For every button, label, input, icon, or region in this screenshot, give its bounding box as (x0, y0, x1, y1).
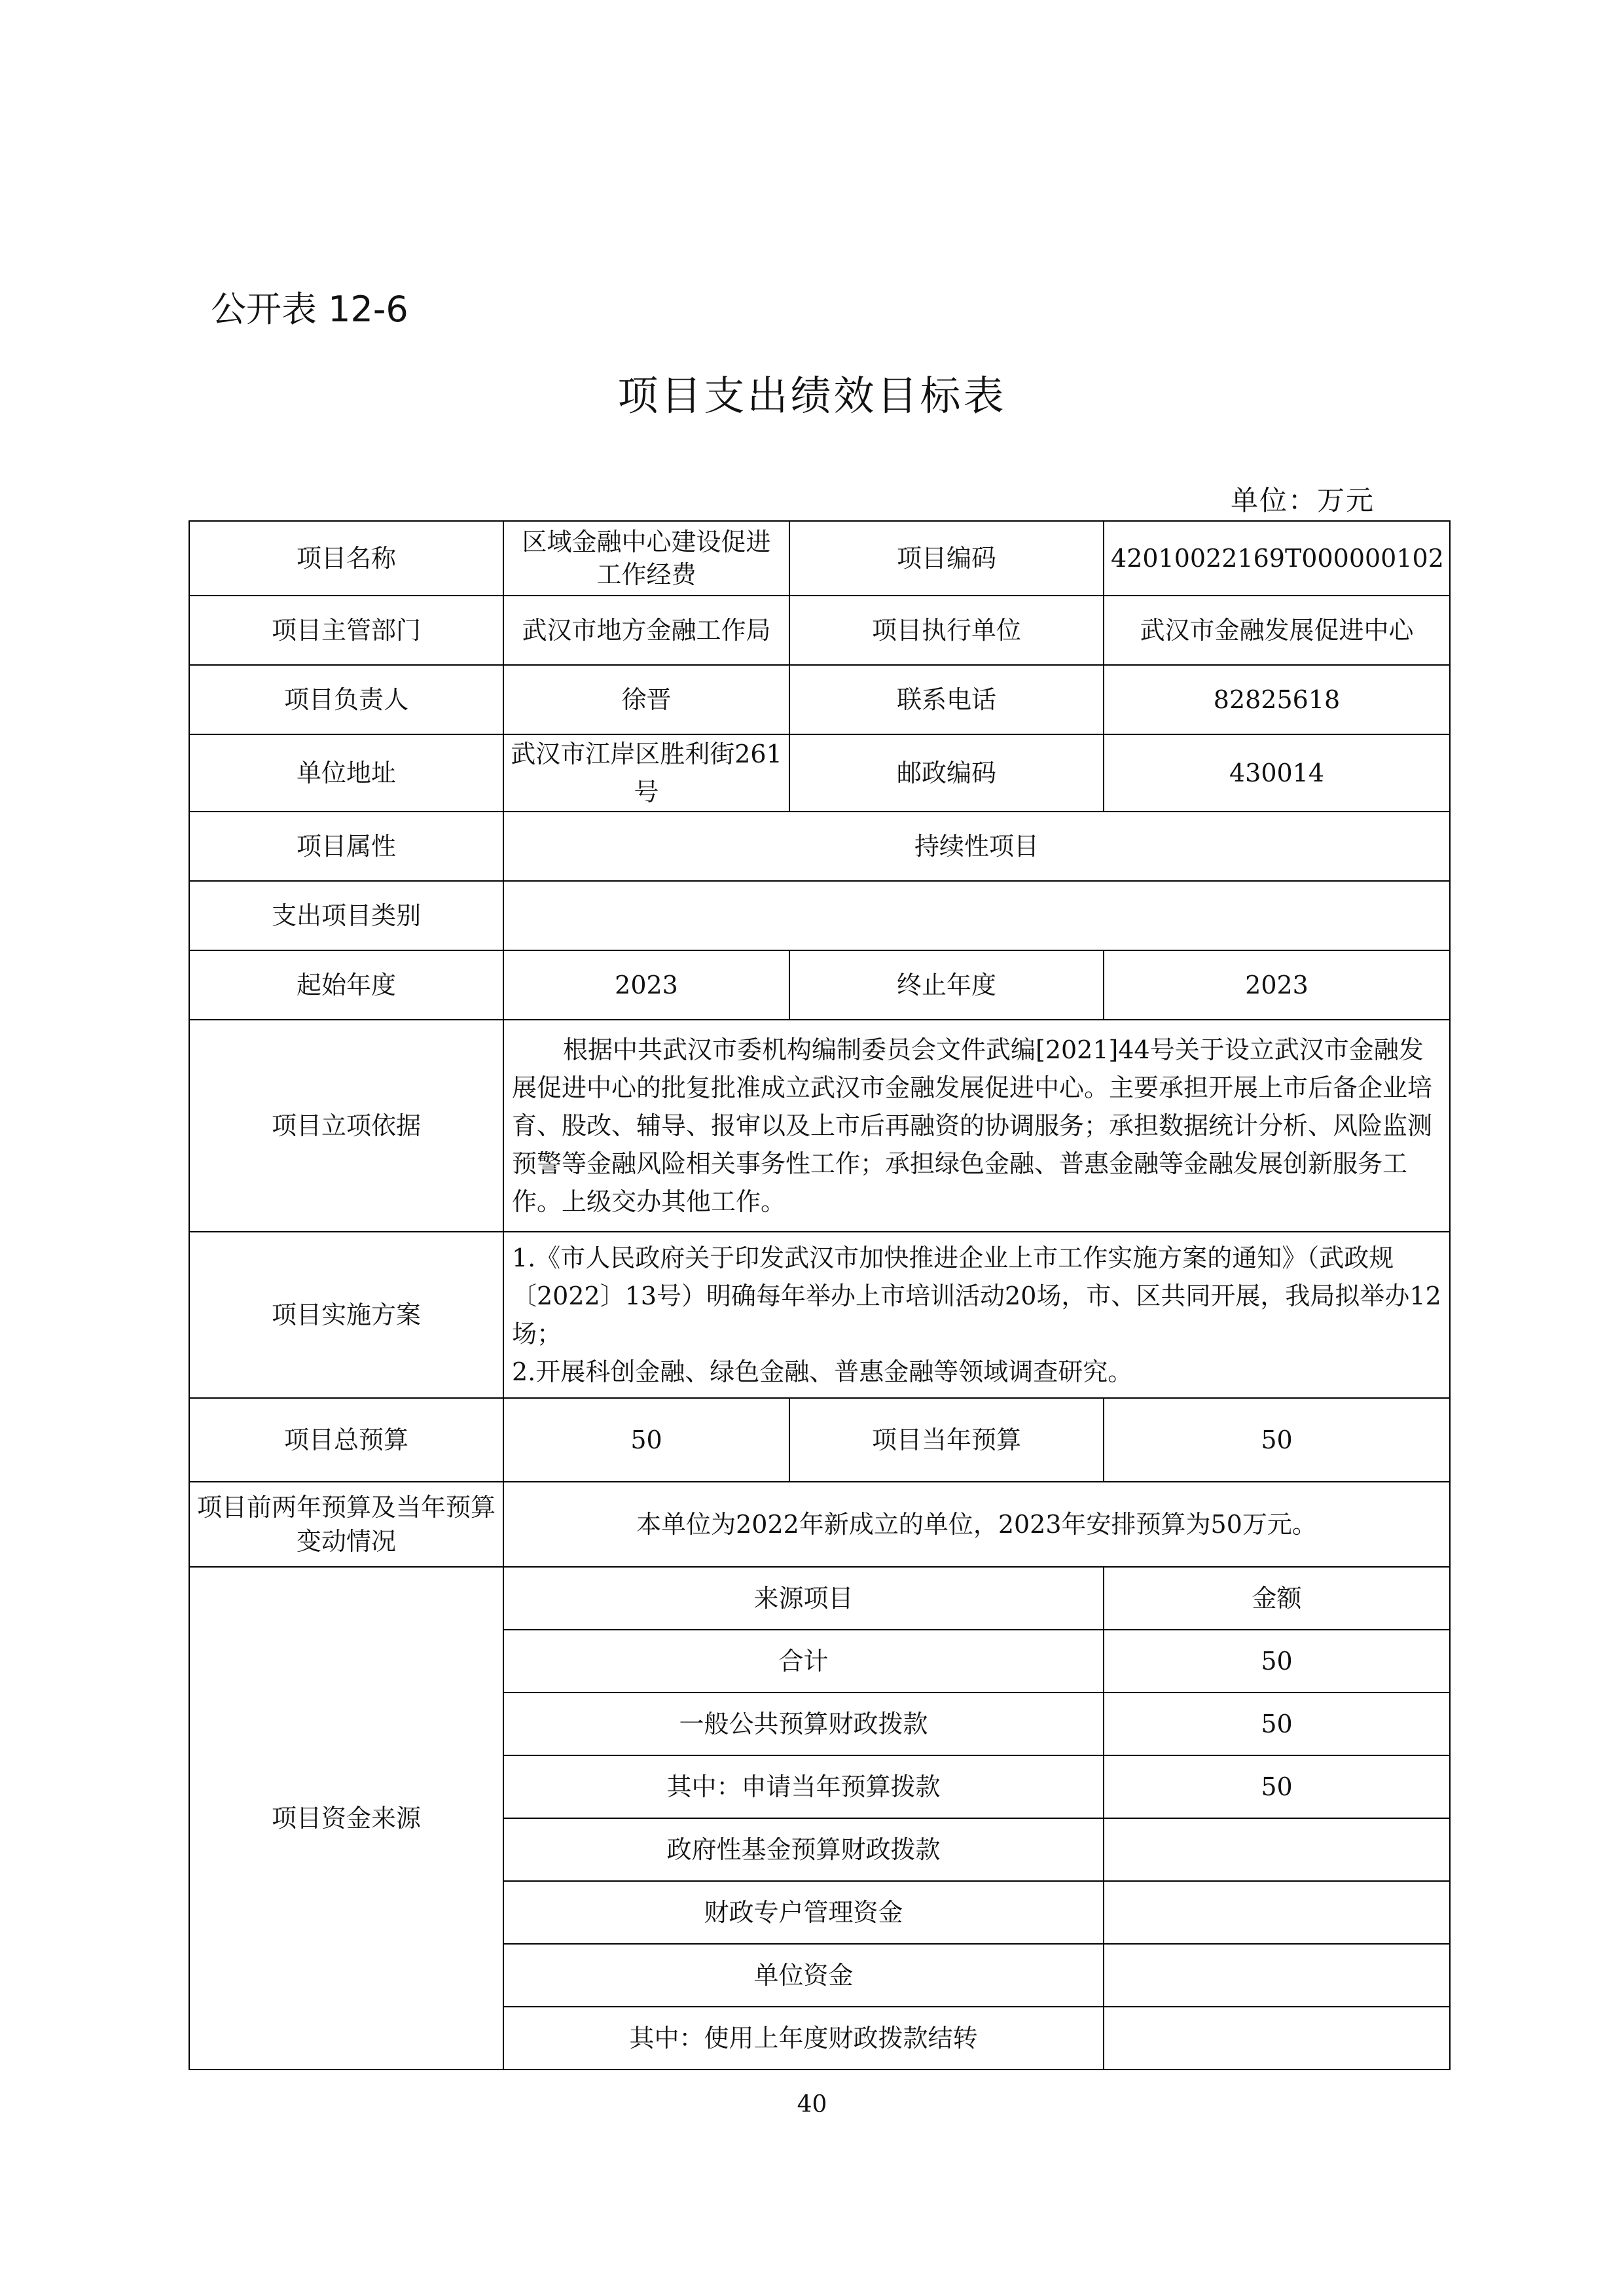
cell-label: 起始年度 (189, 950, 503, 1020)
cell-value: 武汉市地方金融工作局 (503, 596, 789, 665)
funding-header-source: 来源项目 (503, 1567, 1104, 1630)
cell-label: 项目执行单位 (789, 596, 1104, 665)
page-title: 项目支出绩效目标表 (617, 372, 1007, 420)
table-row (189, 734, 1450, 812)
funding-source: 财政专户管理资金 (503, 1881, 1104, 1944)
cell-label: 联系电话 (789, 665, 1104, 734)
table-row (189, 1232, 1450, 1398)
table-row (189, 1482, 1450, 1567)
cell-label: 项目当年预算 (789, 1398, 1104, 1482)
cell-label: 项目负责人 (189, 665, 503, 734)
page-number: 40 (797, 2091, 827, 2118)
table-row (189, 881, 1450, 950)
cell-label: 支出项目类别 (189, 881, 503, 950)
cell-label: 项目属性 (189, 812, 503, 881)
cell-value: 武汉市江岸区胜利街261号 (503, 734, 789, 812)
cell-value: 2023 (1104, 950, 1450, 1020)
cell-label: 项目立项依据 (189, 1020, 503, 1232)
cell-value: 82825618 (1104, 665, 1450, 734)
cell-value: 本单位为2022年新成立的单位，2023年安排预算为50万元。 (503, 1482, 1450, 1567)
funding-source: 一般公共预算财政拨款 (503, 1693, 1104, 1755)
funding-source: 合计 (503, 1630, 1104, 1693)
cell-label: 项目资金来源 (189, 1567, 503, 2070)
table-row (189, 1020, 1450, 1232)
cell-value: 42010022169T000000102 (1104, 521, 1450, 596)
performance-target-table (189, 520, 1451, 2070)
funding-amount (1104, 1881, 1450, 1944)
cell-value (503, 881, 1450, 950)
cell-value: 持续性项目 (503, 812, 1450, 881)
cell-value: 50 (503, 1398, 789, 1482)
cell-value: 2023 (503, 950, 789, 1020)
table-row (189, 812, 1450, 881)
table-row (189, 521, 1450, 596)
cell-label: 单位地址 (189, 734, 503, 812)
cell-label: 项目名称 (189, 521, 503, 596)
table-row (189, 665, 1450, 734)
cell-value: 武汉市金融发展促进中心 (1104, 596, 1450, 665)
table-row (189, 596, 1450, 665)
cell-label: 项目主管部门 (189, 596, 503, 665)
funding-header-amount: 金额 (1104, 1567, 1450, 1630)
funding-amount: 50 (1104, 1755, 1450, 1818)
cell-label: 项目总预算 (189, 1398, 503, 1482)
cell-value: 区域金融中心建设促进 工作经费 (503, 521, 789, 596)
cell-value: 徐晋 (503, 665, 789, 734)
cell-value: 根据中共武汉市委机构编制委员会文件武编[2021]44号关于设立武汉市金融发展促进中心的批复批准成立武汉市金融发展促进中心。主要承担开展上市后备企业培育、股改、辅导、报审以及上市后再融资的协调服务；承担数据统计分析、风险监测预警等金融风险相关事务性工作；承担绿色金融、普惠金融等金融发展创新服务工作。上级交办其他工作。 (503, 1020, 1450, 1232)
table-row (189, 1567, 1450, 1630)
funding-amount (1104, 2007, 1450, 2070)
funding-source: 其中：申请当年预算拨款 (503, 1755, 1104, 1818)
funding-amount: 50 (1104, 1630, 1450, 1693)
cell-value: 430014 (1104, 734, 1450, 812)
cell-value: 50 (1104, 1398, 1450, 1482)
funding-source: 单位资金 (503, 1944, 1104, 2007)
cell-value: 1.《市人民政府关于印发武汉市加快推进企业上市工作实施方案的通知》（武政规〔2022〕13号）明确每年举办上市培训活动20场，市、区共同开展，我局拟举办12场； 2.开展科创金融、绿色金融、普惠金融等领域调查研究。 (503, 1232, 1450, 1398)
cell-label: 邮政编码 (789, 734, 1104, 812)
cell-label: 项目前两年预算及当年预算变动情况 (189, 1482, 503, 1567)
funding-source: 其中：使用上年度财政拨款结转 (503, 2007, 1104, 2070)
cell-label: 项目编码 (789, 521, 1104, 596)
table-row (189, 1398, 1450, 1482)
funding-amount (1104, 1944, 1450, 2007)
document-number: 公开表 12-6 (211, 289, 408, 330)
funding-amount (1104, 1818, 1450, 1881)
cell-label: 终止年度 (789, 950, 1104, 1020)
cell-label: 项目实施方案 (189, 1232, 503, 1398)
unit-label: 单位：万元 (1231, 484, 1375, 516)
funding-source: 政府性基金预算财政拨款 (503, 1818, 1104, 1881)
funding-amount: 50 (1104, 1693, 1450, 1755)
table-row (189, 950, 1450, 1020)
